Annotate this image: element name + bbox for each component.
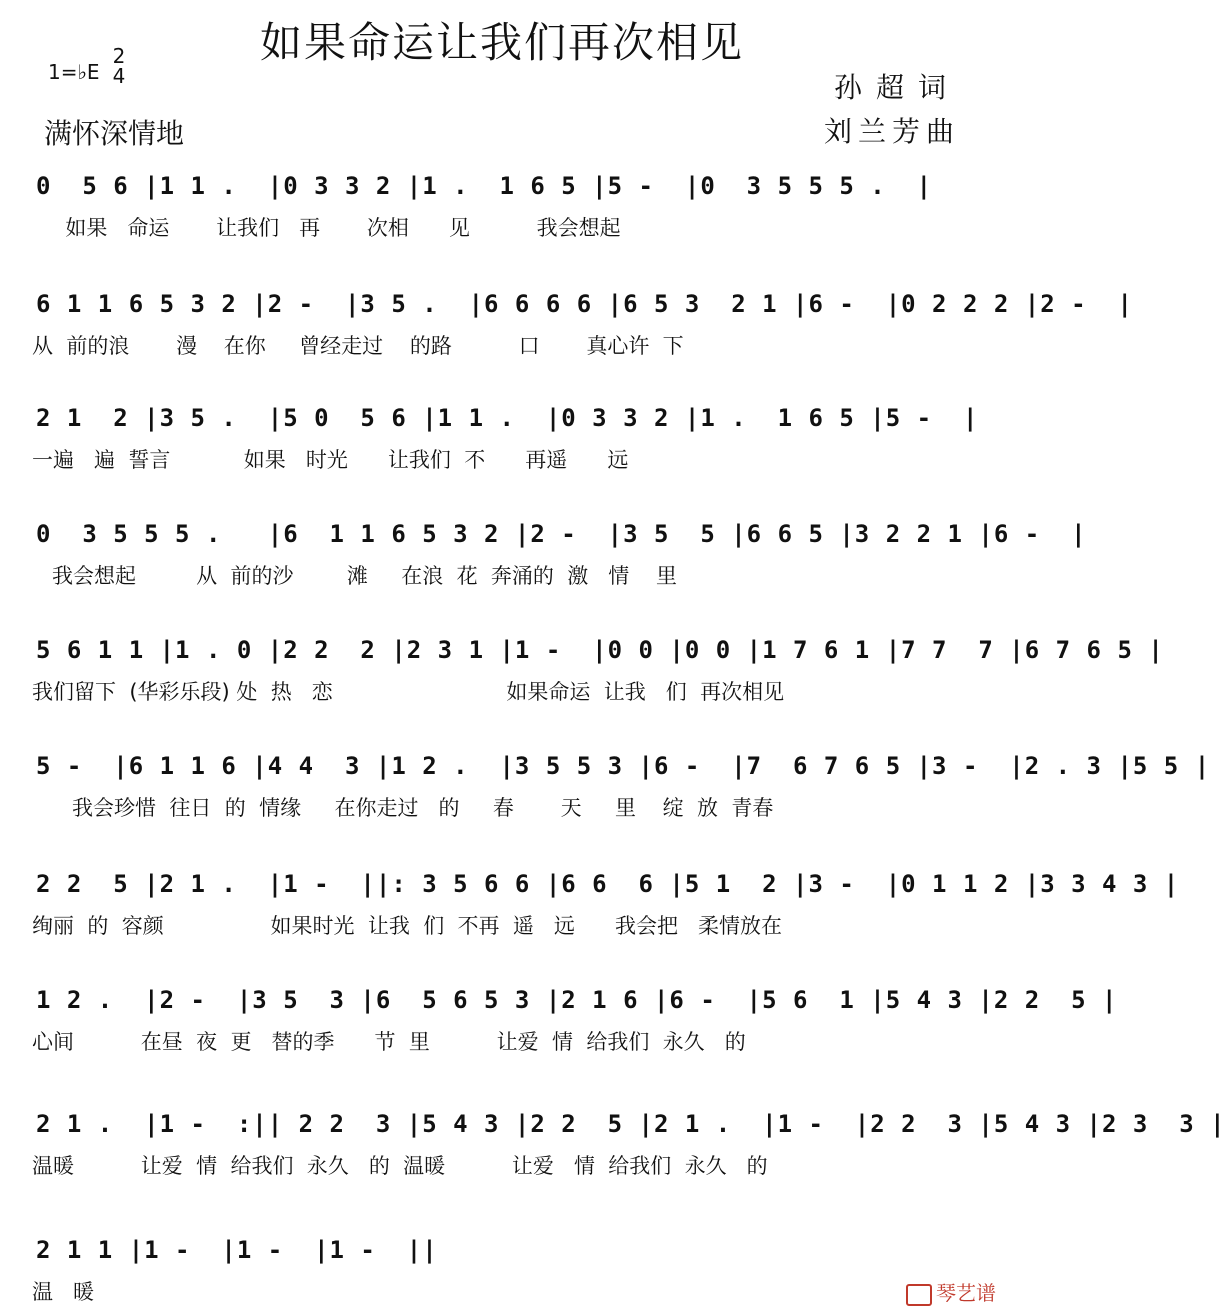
notation-line: 0 5 6 |1 1 . |0 3 3 2 |1 . 1 6 5 |5 - |0 3 5 5 5 . | xyxy=(36,172,933,200)
notation-line: 6 1 1 6 5 3 2 |2 - |3 5 . |6 6 6 6 |6 5 3 2 1 |6 - |0 2 2 2 |2 - | xyxy=(36,290,1133,318)
notation-line: 2 1 1 |1 - |1 - |1 - || xyxy=(36,1236,438,1264)
lyrics-line: 心间 在昼 夜 更 替的季 节 里 让爱 情 给我们 永久 的 xyxy=(32,1030,746,1054)
watermark-text: 琴艺谱 xyxy=(936,1281,996,1305)
notation-line: 0 3 5 5 5 . |6 1 1 6 5 3 2 |2 - |3 5 5 |6 6 5 |3 2 2 1 |6 - | xyxy=(36,520,1087,548)
lyrics-line: 绚丽 的 容颜 如果时光 让我 们 不再 遥 远 我会把 柔情放在 xyxy=(32,914,783,938)
lyrics-line: 温 暖 xyxy=(32,1280,95,1304)
expression-marking: 满怀深情地 xyxy=(44,117,185,150)
meter-top: 2 xyxy=(112,44,126,68)
lyricist-credit: 孙超词 xyxy=(833,71,960,104)
notation-line: 1 2 . |2 - |3 5 3 |6 5 6 5 3 |2 1 6 |6 - |5 6 1 |5 4 3 |2 2 5 | xyxy=(36,986,1118,1014)
time-signature xyxy=(108,46,130,86)
notation-line: 2 1 2 |3 5 . |5 0 5 6 |1 1 . |0 3 3 2 |1 . 1 6 5 |5 - | xyxy=(36,404,979,432)
lyrics-line: 从 前的浪 漫 在你 曾经走过 的路 口 真心许 下 xyxy=(32,334,684,358)
lyrics-line: 我们留下 (华彩乐段) 处 热 恋 如果命运 让我 们 再次相见 xyxy=(32,680,785,704)
watermark-logo-icon xyxy=(906,1284,932,1306)
notation-line: 2 1 . |1 - :|| 2 2 3 |5 4 3 |2 2 5 |2 1 . |1 - |2 2 3 |5 4 3 |2 3 3 | xyxy=(36,1110,1226,1138)
notation-line: 5 - |6 1 1 6 |4 4 3 |1 2 . |3 5 5 3 |6 - |7 6 7 6 5 |3 - |2 . 3 |5 5 | xyxy=(36,752,1211,780)
key-signature: 1=♭E xyxy=(48,60,100,84)
lyrics-line: 我会想起 从 前的沙 滩 在浪 花 奔涌的 激 情 里 xyxy=(32,564,678,588)
lyrics-line: 温暖 让爱 情 给我们 永久 的 温暖 让爱 情 给我们 永久 的 xyxy=(32,1154,768,1178)
notation-line: 5 6 1 1 |1 . 0 |2 2 2 |2 3 1 |1 - |0 0 |0 0 |1 7 6 1 |7 7 7 |6 7 6 5 | xyxy=(36,636,1164,664)
lyrics-line: 我会珍惜 往日 的 情缘 在你走过 的 春 天 里 绽 放 青春 xyxy=(32,796,774,820)
lyrics-line: 一遍 遍 誓言 如果 时光 让我们 不 再遥 远 xyxy=(32,448,629,472)
lyrics-line: 如果 命运 让我们 再 次相 见 我会想起 xyxy=(32,216,621,240)
notation-line: 2 2 5 |2 1 . |1 - ||: 3 5 6 6 |6 6 6 |5 1 2 |3 - |0 1 1 2 |3 3 4 3 | xyxy=(36,870,1180,898)
meter-bottom: 4 xyxy=(112,64,126,88)
score-title: 如果命运让我们再次相见 xyxy=(259,18,744,67)
composer-credit: 刘兰芳曲 xyxy=(823,115,960,148)
site-watermark xyxy=(906,1277,996,1306)
